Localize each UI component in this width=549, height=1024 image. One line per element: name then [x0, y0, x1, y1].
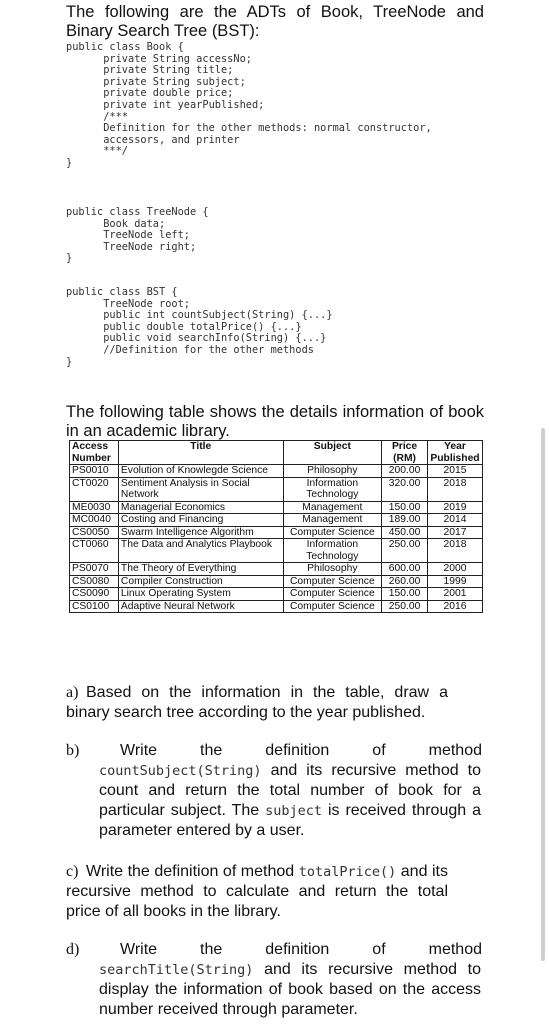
table-cell-title: Adaptive Neural Network: [118, 600, 283, 613]
table-cell-title: Sentiment Analysis in Social Network: [118, 477, 283, 501]
header-title: Title: [118, 441, 283, 465]
table-cell-acc: CS0080: [70, 575, 119, 588]
table-row: [70, 539, 483, 563]
table-cell-acc: CS0050: [70, 526, 119, 539]
table-row: [70, 600, 483, 613]
question-b-label: b): [66, 742, 80, 759]
table-cell-subject: Information Technology: [283, 539, 382, 563]
question-d-text: searchTitle(String) and its recursive method to display the information of book based on the access number received through parameter.: [99, 961, 481, 1018]
table-cell-title: The Theory of Everything: [118, 563, 283, 576]
table-cell-year: 2018: [427, 477, 482, 501]
table-cell-price: 450.00: [382, 526, 428, 539]
table-cell-title: Compiler Construction: [118, 575, 283, 588]
table-cell-price: 189.00: [382, 514, 428, 527]
table-cell-price: 150.00: [382, 588, 428, 601]
table-row: [70, 526, 483, 539]
table-row: [70, 465, 483, 478]
table-cell-price: 250.00: [382, 600, 428, 613]
table-cell-price: 250.00: [382, 539, 428, 563]
library-table: [69, 440, 483, 613]
table-cell-year: 2017: [427, 526, 482, 539]
table-cell-price: 150.00: [382, 501, 428, 514]
question-a-text: Based on the information in the table, draw a binary search tree according to the year published.: [66, 684, 448, 721]
table-cell-subject: Computer Science: [283, 600, 382, 613]
table-row: [70, 514, 483, 527]
header-year: Year Published: [427, 441, 482, 465]
table-cell-price: 600.00: [382, 563, 428, 576]
table-cell-title: Linux Operating System: [118, 588, 283, 601]
question-c-label: c): [66, 863, 79, 880]
code-treenode-class: public class TreeNode { Book data; TreeNode left; TreeNode right; }: [66, 206, 209, 265]
table-cell-subject: Management: [283, 501, 382, 514]
table-cell-year: 2018: [427, 539, 482, 563]
table-cell-acc: CT0020: [70, 477, 119, 501]
header-access-number: Access Number: [70, 441, 119, 465]
table-cell-year: 2015: [427, 465, 482, 478]
table-cell-subject: Information Technology: [283, 477, 382, 501]
table-cell-year: 2019: [427, 501, 482, 514]
table-cell-title: Managerial Economics: [118, 501, 283, 514]
table-cell-year: 2000: [427, 563, 482, 576]
code-book-class: public class Book { private String accessNo; private String title; private String subject; private double price; private int yearPublished; /*** Definition for the other methods: normal constructor, accessors, and printer ***/ }: [66, 41, 432, 169]
table-intro-text: The following table shows the details information of book in an academic library.: [66, 403, 484, 440]
header-subject: Subject: [283, 441, 382, 465]
table-cell-subject: Computer Science: [283, 588, 382, 601]
code-bst-class: public class BST { TreeNode root; public int countSubject(String) {...} public double totalPrice() {...} public void searchInfo(String) {...} //Definition for the other methods }: [66, 286, 333, 368]
table-cell-acc: CT0060: [70, 539, 119, 563]
table-row: [70, 477, 483, 501]
table-cell-title: The Data and Analytics Playbook: [118, 539, 283, 563]
table-cell-subject: Philosophy: [283, 465, 382, 478]
table-cell-subject: Management: [283, 514, 382, 527]
question-a: [66, 683, 484, 723]
table-cell-title: Costing and Financing: [118, 514, 283, 527]
table-cell-subject: Philosophy: [283, 563, 382, 576]
table-cell-acc: MC0040: [70, 514, 119, 527]
question-b-text: countSubject(String) and its recursive method to count and return the total number of book for a particular subject. The subject is received through a parameter entered by a user.: [99, 762, 482, 839]
table-cell-acc: CS0090: [70, 588, 119, 601]
table-cell-subject: Computer Science: [283, 575, 382, 588]
question-b-first-line: Write the definition of method: [120, 742, 482, 759]
table-cell-year: 1999: [427, 575, 482, 588]
table-cell-price: 320.00: [382, 477, 428, 501]
question-c-text: Write the definition of method totalPrice() and its recursive method to calculate and return the total price of all books in the library.: [66, 863, 449, 920]
question-c: [66, 862, 484, 922]
table-cell-acc: PS0010: [70, 465, 119, 478]
table-cell-acc: ME0030: [70, 501, 119, 514]
table-cell-title: Evolution of Knowlegde Science: [118, 465, 283, 478]
table-cell-price: 260.00: [382, 575, 428, 588]
table-cell-acc: CS0100: [70, 600, 119, 613]
table-row: [70, 501, 483, 514]
table-cell-year: 2016: [427, 600, 482, 613]
table-body: [70, 465, 483, 613]
intro-text: The following are the ADTs of Book, TreeNode and Binary Search Tree (BST):: [66, 3, 484, 40]
table-cell-year: 2014: [427, 514, 482, 527]
table-row: [70, 563, 483, 576]
table-cell-subject: Computer Science: [283, 526, 382, 539]
table-cell-title: Swarm Intelligence Algorithm: [118, 526, 283, 539]
table-cell-price: 200.00: [382, 465, 428, 478]
header-price: Price (RM): [382, 441, 428, 465]
question-d-first-line: Write the definition of method: [120, 941, 482, 958]
table-row: [70, 588, 483, 601]
question-d: [66, 940, 484, 1020]
table-header-row: [70, 441, 483, 465]
table-cell-year: 2001: [427, 588, 482, 601]
question-d-label: d): [66, 941, 80, 958]
table-cell-acc: PS0070: [70, 563, 119, 576]
table-row: [70, 575, 483, 588]
vertical-scrollbar[interactable]: [541, 428, 545, 961]
question-a-label: a): [66, 684, 79, 701]
question-b: [66, 741, 484, 841]
